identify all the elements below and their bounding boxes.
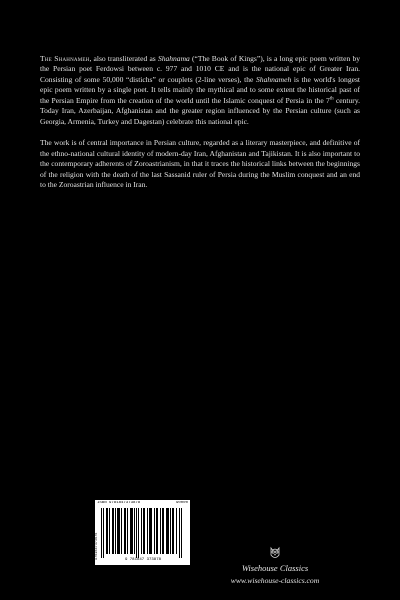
blurb: [40, 54, 360, 190]
publisher-url: www.wisehouse-classics.com: [230, 576, 320, 585]
text-run: (“The Book of Kings”), is a long epic poem written by the Persian poet Ferdowsi between c. 977 and 1010 CE and is the national epic of Greater Iran. Consisting of some 50,000 “distichs” or couplets (2-line verses), the: [40, 54, 360, 84]
text-run: , also transliterated as: [89, 54, 158, 63]
isbn-barcode: [95, 500, 190, 565]
barcode-isbn-text: ISBN 9781847373878: [97, 501, 141, 505]
text-run: is the world's longest epic poem written by a single poet. It tells mainly the mythical and to some extent the historical past of the Persian Empire from the creation of the world until the Islamic conquest of Persia in the 7: [40, 74, 360, 105]
publisher-name: Wisehouse Classics: [241, 563, 309, 573]
blurb-paragraph-2: The work is of central importance in Persian culture, regarded as a literary masterpiece, and definitive of the ethno-national cultural identity of modern-day Iran, Afghanistan and Tajikistan. It is also important to the contemporary adherents of Zoroastrianism, in that it traces the historical links between the beginnings of the religion with the death of the last Sassanid ruler of Persia during the Muslim conquest and an end to the Zoroastrian influence in Iran.: [40, 138, 360, 189]
italic-shahnama: Shahnama: [157, 54, 190, 63]
publisher-block: [220, 545, 330, 585]
italic-shahnameh: Shahnameh: [256, 74, 292, 84]
text-run: century. Today Iran, Azerbaijan, Afghanistan and the greater region influenced by the Persian culture (such as Georgia, Armenia, Turkey and Dagestan) celebrate this national epic.: [40, 95, 360, 126]
title-smallcaps: The Shahnameh: [40, 54, 90, 63]
barcode-bars-icon: [99, 508, 186, 558]
barcode-header: [97, 501, 188, 507]
blurb-paragraph-1: [40, 54, 360, 127]
owl-logo-icon: [268, 545, 282, 561]
barcode-digits: 9 781847 373878: [124, 558, 161, 562]
barcode-side-digits: 9781847373878: [95, 532, 99, 560]
barcode-price-text: 90000: [175, 501, 188, 505]
superscript-th: th: [329, 96, 334, 102]
